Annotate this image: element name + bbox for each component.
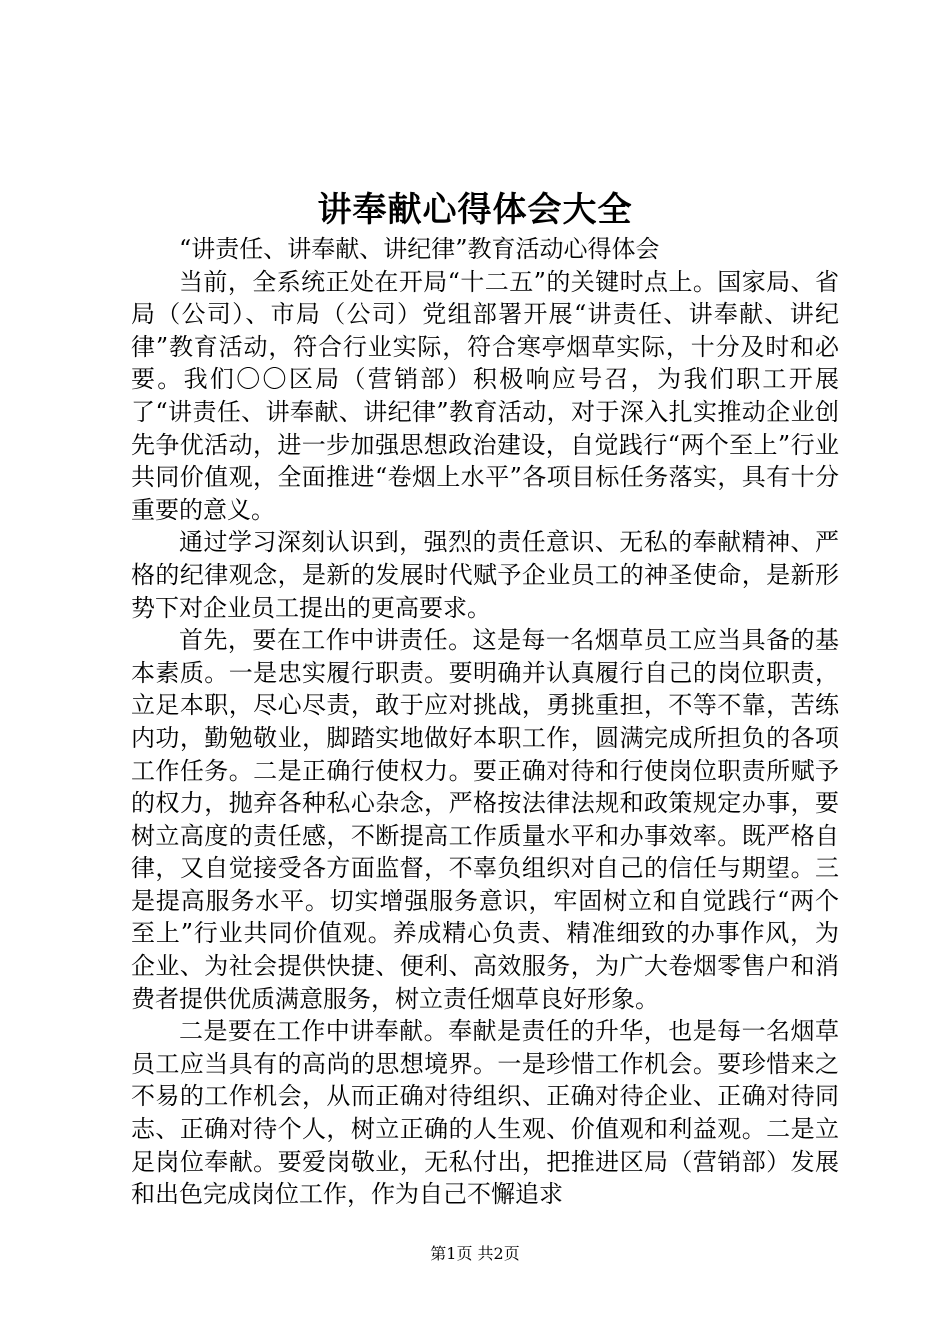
paragraph-subtitle: “讲责任、讲奉献、讲纪律”教育活动心得体会 (179, 235, 660, 263)
page-number-footer: 第1页 共2页 (430, 1244, 520, 1263)
paragraph: 当前，全系统正处在开局“十二五”的关键时点上。国家局、省局（公司）、市局（公司）党组部署开展“讲责任、讲奉献、讲纪律”教育活动，符合行业实际，符合寒亭烟草实际，十分及时和必要。我们〇〇区局（营销部）积极响应号召，为我们职工开展了“讲责任、讲奉献、讲纪律”教育活动，对于深入扎实推动企业创先争优活动，进一步加强思想政治建设，自觉践行“两个至上”行业共同价值观，全面推进“卷烟上水平”各项目标任务落实，具有十分重要的意义。 (131, 267, 839, 524)
paragraph: 二是要在工作中讲奉献。奉献是责任的升华，也是每一名烟草员工应当具有的高尚的思想境界。一是珍惜工作机会。要珍惜来之不易的工作机会，从而正确对待组织、正确对待企业、正确对待同志、正确对待个人，树立正确的人生观、价值观和利益观。二是立足岗位奉献。要爱岗敬业，无私付出，把推进区局（营销部）发展和出色完成岗位工作，作为自己不懈追求 (131, 1017, 839, 1209)
paragraph: 首先，要在工作中讲责任。这是每一名烟草员工应当具备的基本素质。一是忠实履行职责。要明确并认真履行自己的岗位职责，立足本职，尽心尽责，敢于应对挑战，勇挑重担，不等不靠，苦练内功，勤勉敬业，脚踏实地做好本职工作，圆满完成所担负的各项工作任务。二是正确行使权力。要正确对待和行使岗位职责所赋予的权力，抛弃各种私心杂念，严格按法律法规和政策规定办事，要树立高度的责任感，不断提高工作质量水平和办事效率。既严格自律，又自觉接受各方面监督，不辜负组织对自己的信任与期望。三是提高服务水平。切实增强服务意识，牢固树立和自觉践行“两个至上”行业共同价值观。养成精心负责、精准细致的办事作风，为企业、为社会提供快捷、便利、高效服务，为广大卷烟零售户和消费者提供优质满意服务，树立责任烟草良好形象。 (131, 626, 839, 1013)
document-title: 讲奉献心得体会大全 (317, 190, 633, 230)
document-body (131, 233, 839, 1211)
paragraph: 通过学习深刻认识到，强烈的责任意识、无私的奉献精神、严格的纪律观念，是新的发展时代赋予企业员工的神圣使命，是新形势下对企业员工提出的更高要求。 (131, 528, 839, 622)
